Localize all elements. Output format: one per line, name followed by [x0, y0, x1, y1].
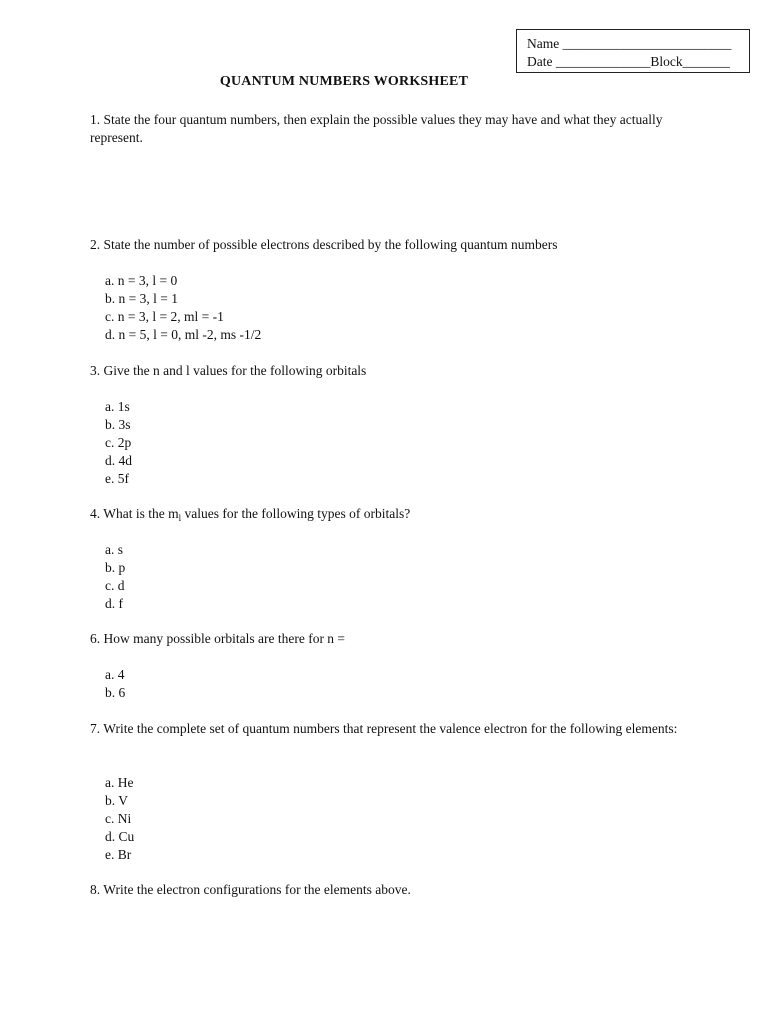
question-3-option: e. 5f	[105, 471, 129, 486]
question-3-option: a. 1s	[105, 399, 130, 414]
question-2-options	[105, 272, 261, 344]
question-4-text-before: 4. What is the m	[90, 506, 179, 521]
question-2-option: b. n = 3, l = 1	[105, 291, 178, 306]
question-4-options	[105, 541, 125, 613]
question-7-option: b. V	[105, 793, 129, 808]
name-date-block-box	[516, 29, 750, 73]
question-3-option: b. 3s	[105, 417, 131, 432]
question-3: 3. Give the n and l values for the following orbitals	[90, 363, 367, 378]
worksheet-title: QUANTUM NUMBERS WORKSHEET	[219, 74, 469, 89]
question-2-option: a. n = 3, l = 0	[105, 273, 178, 288]
question-4-option: d. f	[105, 596, 123, 611]
question-2-option: c. n = 3, l = 2, ml = -1	[105, 309, 224, 324]
question-8: 8. Write the electron configurations for the elements above.	[90, 882, 411, 897]
question-4	[90, 505, 700, 524]
question-7-option: e. Br	[105, 847, 132, 862]
question-3-options	[105, 398, 132, 488]
question-6-options	[105, 666, 125, 702]
date-block-line: Date ______________Block_______	[527, 54, 730, 69]
question-4-option: b. p	[105, 560, 126, 575]
question-7-options	[105, 774, 134, 864]
question-4-text-after: values for the following types of orbitals?	[181, 506, 411, 521]
question-6-option: a. 4	[105, 667, 125, 682]
question-4-subscript: l	[178, 513, 182, 523]
question-1: 1. State the four quantum numbers, then explain the possible values they may have and what they actually represent.	[90, 112, 663, 145]
question-3-option: d. 4d	[105, 453, 132, 468]
question-4-option: a. s	[105, 542, 123, 557]
question-6: 6. How many possible orbitals are there for n =	[90, 631, 346, 646]
question-7-option: d. Cu	[105, 829, 135, 844]
question-2: 2. State the number of possible electrons described by the following quantum numbers	[90, 237, 558, 252]
question-3-option: c. 2p	[105, 435, 132, 450]
question-7: 7. Write the complete set of quantum numbers that represent the valence electron for the following elements:	[90, 721, 678, 736]
question-7-option: c. Ni	[105, 811, 132, 826]
question-6-option: b. 6	[105, 685, 126, 700]
name-line: Name _________________________	[527, 36, 732, 51]
question-7-option: a. He	[105, 775, 134, 790]
question-4-option: c. d	[105, 578, 125, 593]
question-2-option: d. n = 5, l = 0, ml -2, ms -1/2	[105, 327, 262, 342]
